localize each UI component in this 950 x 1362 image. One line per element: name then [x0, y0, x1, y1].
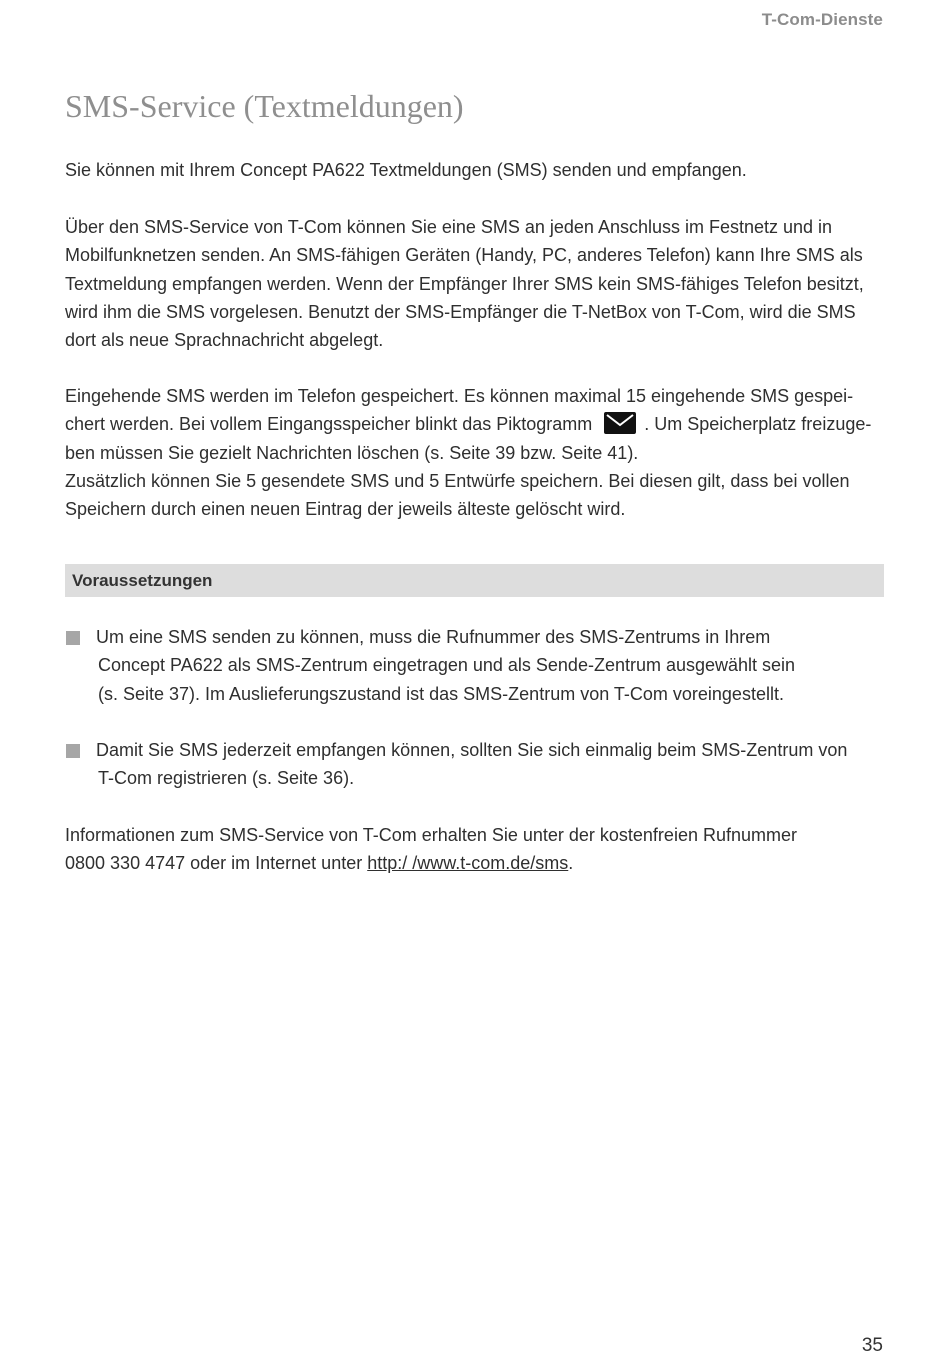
paragraph-line: Textmeldung empfangen werden. Wenn der Empfänger Ihrer SMS kein SMS-fähiges Telefon besitzt,	[65, 273, 864, 294]
list-item	[65, 736, 890, 793]
section-header-bar	[65, 564, 884, 597]
list-item-line: Damit Sie SMS jederzeit empfangen können, sollten Sie sich einmalig beim SMS-Zentrum von	[96, 740, 848, 760]
paragraph-line: Zusätzlich können Sie 5 gesendete SMS und 5 Entwürfe speichern. Bei diesen gilt, dass bei vollen	[65, 470, 850, 491]
paragraph-line: Eingehende SMS werden im Telefon gespeichert. Es können maximal 15 eingehende SMS gespei-	[65, 386, 854, 406]
page-title: SMS-Service (Textmeldungen)	[65, 88, 464, 124]
paragraph-line-with-icon	[65, 410, 890, 438]
paragraph-text: . Um Speicherplatz freizuge-	[644, 414, 872, 435]
info-paragraph	[65, 821, 890, 878]
paragraph-line: Mobilfunknetzen senden. An SMS-fähigen Geräten (Handy, PC, anderes Telefon) kann Ihre SMS als	[65, 245, 863, 266]
paragraph-line: Informationen zum SMS-Service von T-Com erhalten Sie unter der kostenfreien Rufnummer	[65, 825, 797, 845]
sms-service-link[interactable]: http:/ /www.t-com.de/sms	[367, 853, 569, 874]
envelope-icon	[604, 412, 636, 434]
list-item-line: (s. Seite 37). Im Auslieferungszustand ist das SMS-Zentrum von T-Com voreingestellt.	[98, 683, 784, 704]
list-item-text	[96, 736, 890, 793]
section-title: Voraussetzungen	[72, 571, 213, 590]
paragraph-line-with-link	[65, 849, 890, 877]
bullet-square-icon	[66, 744, 80, 758]
intro-paragraph: Sie können mit Ihrem Concept PA622 Textmeldungen (SMS) senden und empfangen.	[65, 160, 747, 180]
bullet-square-icon	[66, 631, 80, 645]
paragraph-text: chert werden. Bei vollem Eingangsspeicher blinkt das Piktogramm	[65, 414, 593, 435]
list-item-line: T-Com registrieren (s. Seite 36).	[98, 768, 355, 789]
paragraph-line: wird ihm die SMS vorgelesen. Benutzt der SMS-Empfänger die T-NetBox von T-Com, wird die SMS	[65, 301, 856, 322]
paragraph-line: ben müssen Sie gezielt Nachrichten löschen (s. Seite 39 bzw. Seite 41).	[65, 442, 639, 463]
storage-paragraph	[65, 382, 890, 523]
paragraph-text: .	[568, 853, 574, 874]
list-item	[65, 623, 890, 708]
running-header: T-Com-Dienste	[761, 10, 883, 29]
list-item-line: Concept PA622 als SMS-Zentrum eingetragen und als Sende-Zentrum ausgewählt sein	[98, 655, 796, 676]
paragraph-text: 0800 330 4747 oder im Internet unter	[65, 853, 368, 874]
list-item-text	[96, 623, 890, 708]
paragraph-line: Speichern durch einen neuen Eintrag der jeweils älteste gelöscht wird.	[65, 499, 626, 520]
paragraph-line: Über den SMS-Service von T-Com können Sie eine SMS an jeden Anschluss im Festnetz und in	[65, 217, 833, 237]
list-item-line: Um eine SMS senden zu können, muss die Rufnummer des SMS-Zentrums in Ihrem	[96, 627, 771, 647]
page-number: 35	[861, 1335, 883, 1356]
service-paragraph	[65, 213, 890, 354]
paragraph-line: dort als neue Sprachnachricht abgelegt.	[65, 330, 384, 351]
